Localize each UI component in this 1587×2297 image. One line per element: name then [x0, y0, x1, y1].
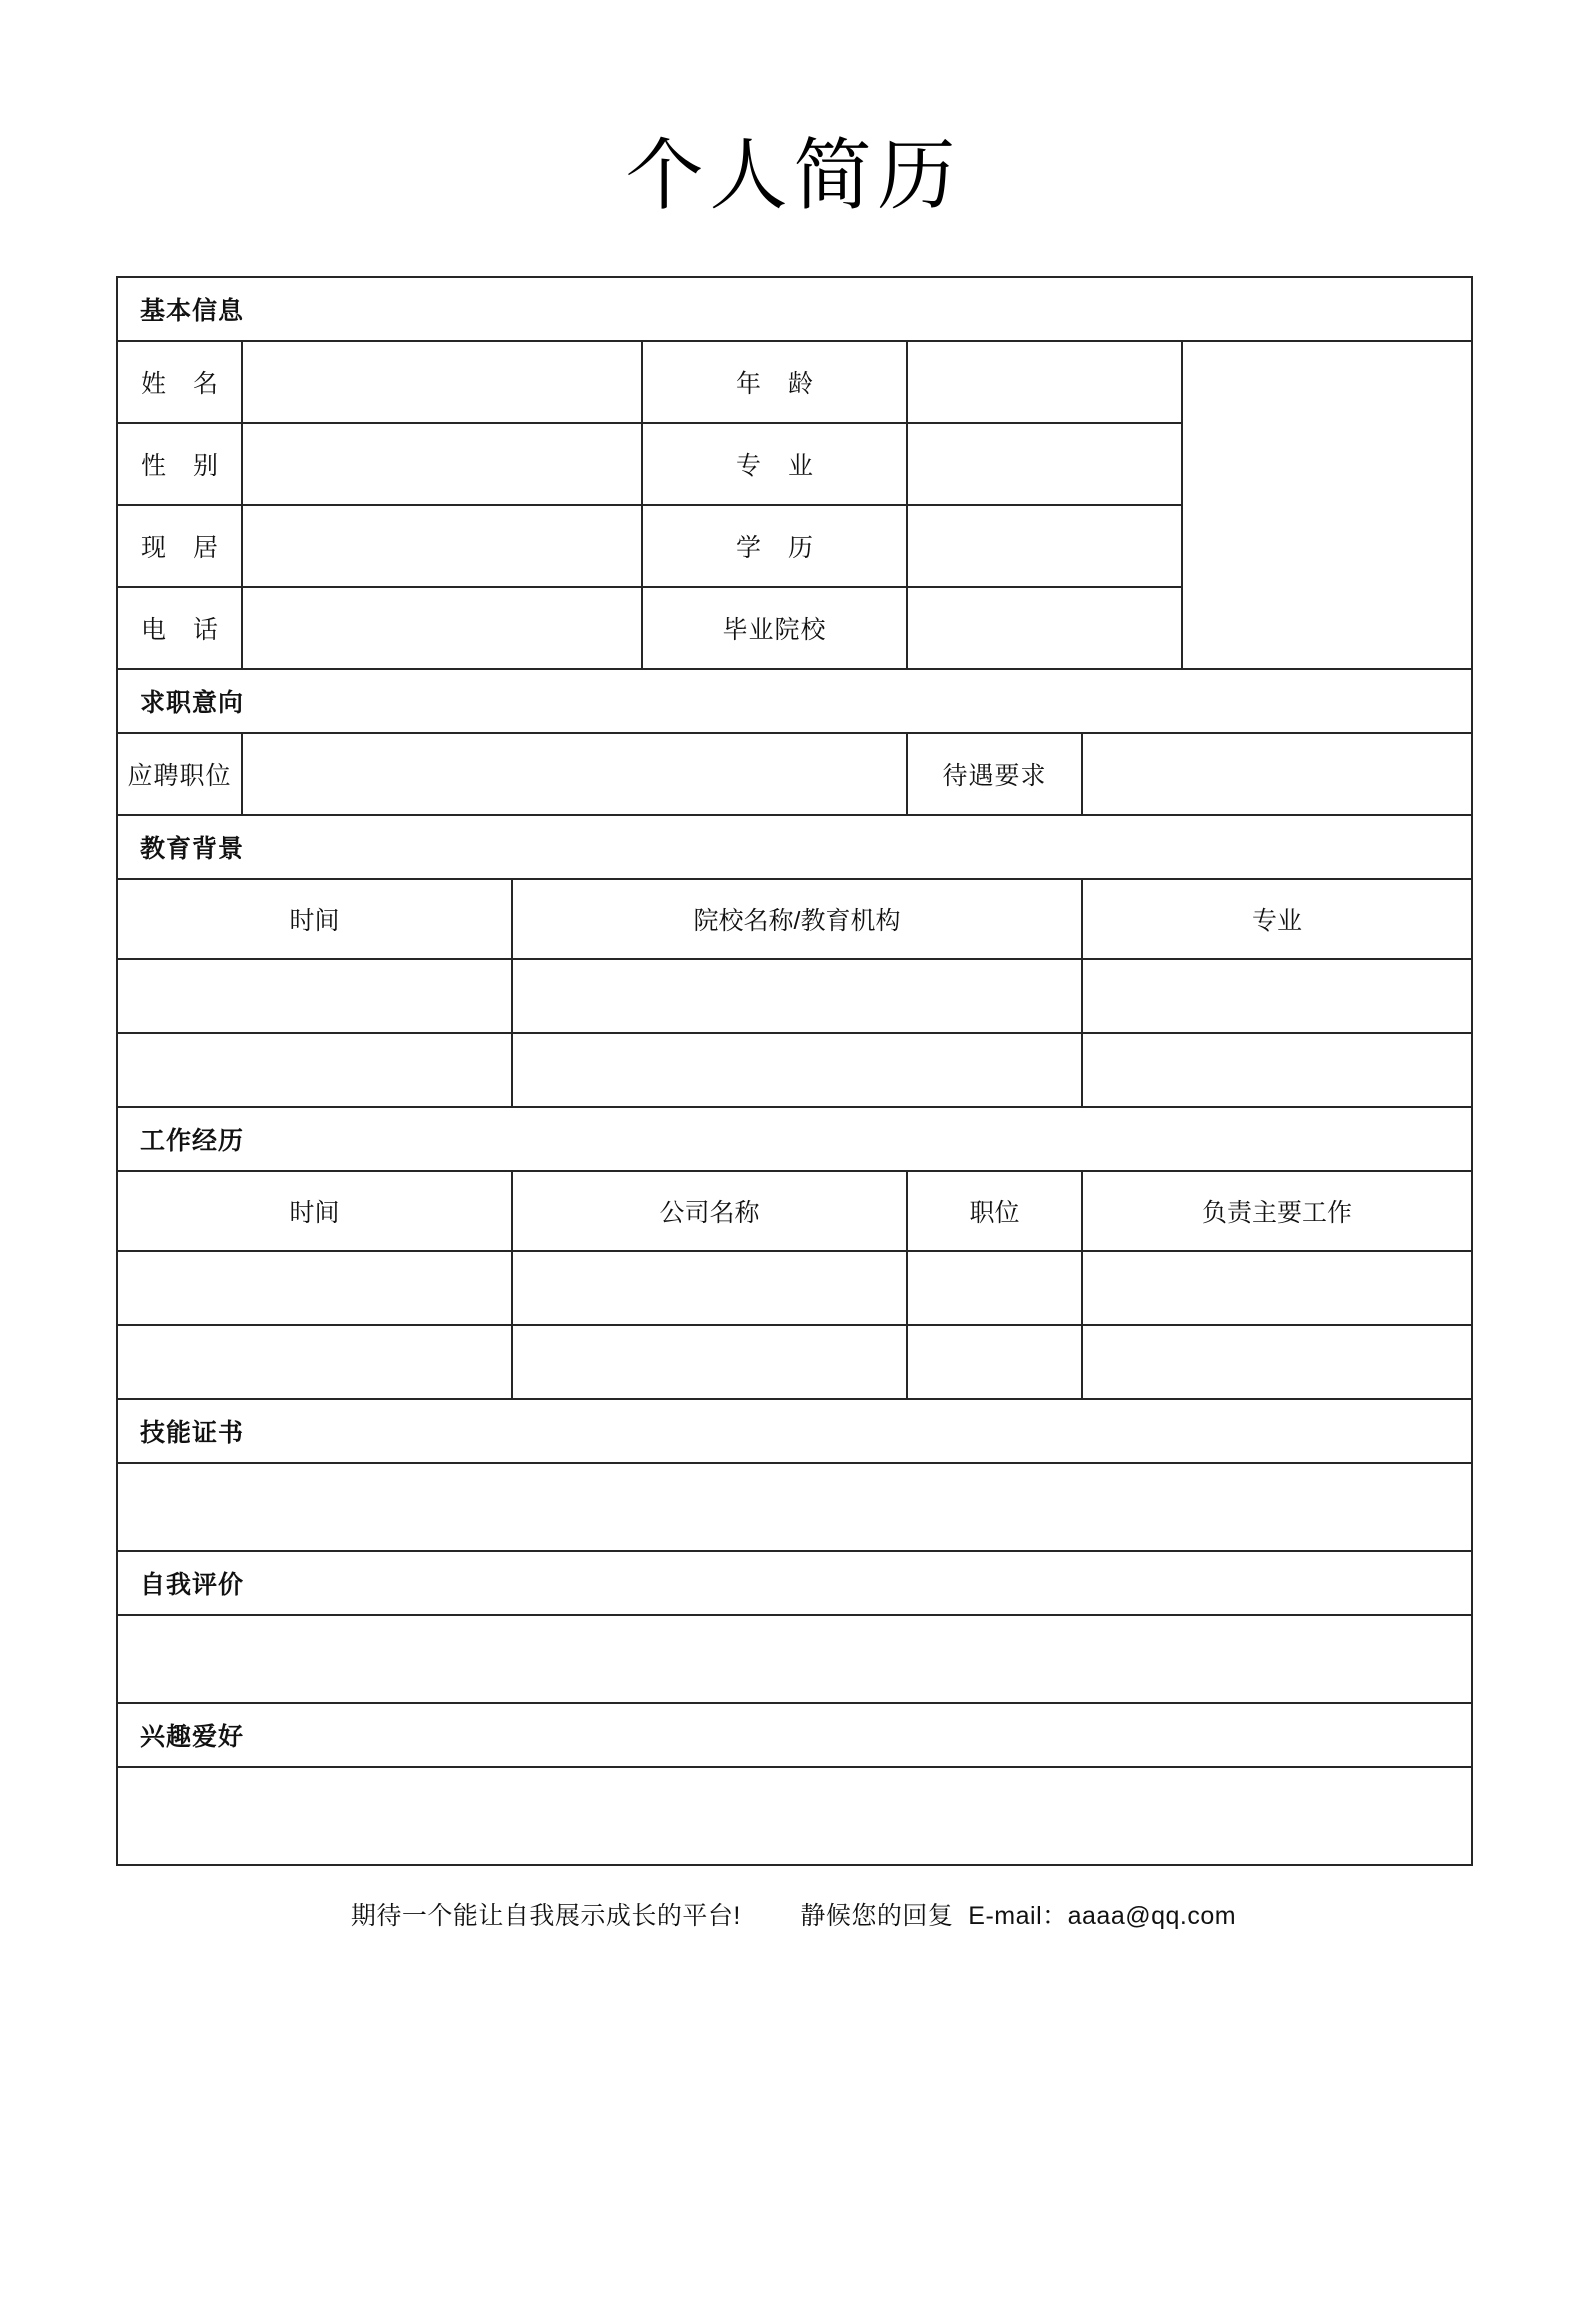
page-title: 个人简历: [625, 131, 962, 220]
table-header-row-work: [117, 1171, 1472, 1251]
table-header-row-education: [117, 879, 1472, 959]
section-row-job-intention: [117, 669, 1472, 733]
field-residence[interactable]: [242, 505, 642, 587]
section-row-skills: [117, 1399, 1472, 1463]
field-hobbies[interactable]: [117, 1767, 1472, 1865]
section-heading-hobbies: 兴趣爱好: [117, 1703, 1472, 1767]
section-heading-work-experience: 工作经历: [117, 1107, 1472, 1171]
field-self-evaluation[interactable]: [117, 1615, 1472, 1703]
field-gender[interactable]: [242, 423, 642, 505]
field-work-company[interactable]: [512, 1251, 907, 1325]
table-row: [117, 1463, 1472, 1551]
label-phone: 电 话: [117, 587, 242, 669]
table-row: [117, 1767, 1472, 1865]
label-age: 年 龄: [642, 341, 907, 423]
section-heading-job-intention: 求职意向: [117, 669, 1472, 733]
field-skills[interactable]: [117, 1463, 1472, 1551]
label-salary-requirement: 待遇要求: [907, 733, 1082, 815]
label-degree: 学 历: [642, 505, 907, 587]
field-degree[interactable]: [907, 505, 1182, 587]
label-applied-position: 应聘职位: [117, 733, 242, 815]
table-row: [117, 341, 1472, 423]
field-work-position[interactable]: [907, 1251, 1082, 1325]
footer-contact-note: 期待一个能让自我展示成长的平台! 静候您的回复 E-mail：aaaa@qq.com: [350, 1902, 1237, 1931]
label-name: 姓 名: [117, 341, 242, 423]
table-row: [117, 1033, 1472, 1107]
section-heading-basic-info: 基本信息: [117, 277, 1472, 341]
field-work-company[interactable]: [512, 1325, 907, 1399]
field-education-time[interactable]: [117, 959, 512, 1033]
column-header-education-school: 院校名称/教育机构: [512, 879, 1082, 959]
field-work-duties[interactable]: [1082, 1325, 1472, 1399]
resume-table: [116, 276, 1473, 1866]
section-row-self-evaluation: [117, 1551, 1472, 1615]
field-salary-requirement[interactable]: [1082, 733, 1472, 815]
field-school[interactable]: [907, 587, 1182, 669]
section-heading-skills: 技能证书: [117, 1399, 1472, 1463]
field-major[interactable]: [907, 423, 1182, 505]
section-row-basic-info: [117, 277, 1472, 341]
table-row: [117, 959, 1472, 1033]
field-age[interactable]: [907, 341, 1182, 423]
field-work-duties[interactable]: [1082, 1251, 1472, 1325]
table-row: [117, 1251, 1472, 1325]
field-education-major[interactable]: [1082, 959, 1472, 1033]
label-school: 毕业院校: [642, 587, 907, 669]
field-education-school[interactable]: [512, 1033, 1082, 1107]
field-education-time[interactable]: [117, 1033, 512, 1107]
resume-table-wrapper: [116, 276, 1471, 1932]
table-row: [117, 733, 1472, 815]
table-row: [117, 1615, 1472, 1703]
section-row-hobbies: [117, 1703, 1472, 1767]
label-gender: 性 别: [117, 423, 242, 505]
field-education-school[interactable]: [512, 959, 1082, 1033]
photo-placeholder[interactable]: [1182, 341, 1472, 669]
field-applied-position[interactable]: [242, 733, 907, 815]
column-header-education-time: 时间: [117, 879, 512, 959]
field-education-major[interactable]: [1082, 1033, 1472, 1107]
section-row-work-experience: [117, 1107, 1472, 1171]
column-header-work-duties: 负责主要工作: [1082, 1171, 1472, 1251]
field-work-time[interactable]: [117, 1251, 512, 1325]
column-header-work-company: 公司名称: [512, 1171, 907, 1251]
resume-page: [0, 52, 1587, 2297]
field-phone[interactable]: [242, 587, 642, 669]
column-header-work-position: 职位: [907, 1171, 1082, 1251]
section-heading-education: 教育背景: [117, 815, 1472, 879]
field-work-position[interactable]: [907, 1325, 1082, 1399]
section-heading-self-evaluation: 自我评价: [117, 1551, 1472, 1615]
field-name[interactable]: [242, 341, 642, 423]
field-work-time[interactable]: [117, 1325, 512, 1399]
column-header-education-major: 专业: [1082, 879, 1472, 959]
label-major: 专 业: [642, 423, 907, 505]
column-header-work-time: 时间: [117, 1171, 512, 1251]
label-residence: 现 居: [117, 505, 242, 587]
section-row-education: [117, 815, 1472, 879]
table-row: [117, 1325, 1472, 1399]
